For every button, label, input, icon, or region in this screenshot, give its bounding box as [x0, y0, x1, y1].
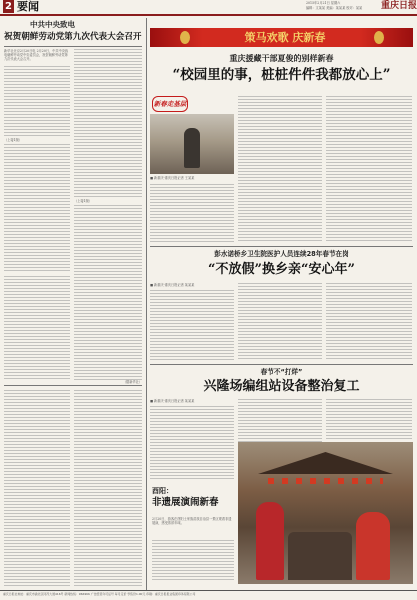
left-lower-col-1 [4, 390, 70, 588]
story1-photo [150, 114, 234, 174]
festive-banner [150, 28, 413, 47]
column-divider [146, 18, 147, 590]
story3-byline: ■ 新重庆-重庆日报记者 某某某 [150, 399, 195, 403]
photo-performer-left [256, 502, 284, 580]
editor-line: 编辑：文某某 美编：某某某 校对：某某 [306, 6, 363, 10]
left-body-col-1a [4, 66, 70, 136]
story1-col-2 [238, 96, 322, 242]
story3-headline: 兴隆场编组站设备整治复工 [203, 379, 360, 394]
footer-rule [0, 590, 417, 591]
story1-byline: ■ 新重庆-重庆日报记者 王某某 [150, 176, 195, 180]
photo-lanterns [268, 478, 383, 484]
photo-caption-lines [152, 540, 234, 582]
banner-title: 策马欢歌 庆新春 [244, 31, 326, 44]
story2-col-2 [238, 283, 322, 360]
masthead-rule [0, 14, 417, 16]
photo-story-headline: 非遗展演闹新春 [152, 497, 219, 508]
story1-col-1 [150, 184, 234, 242]
story1-rule [150, 246, 413, 247]
story2-headline: “不放假”换乡亲“安心年” [208, 262, 355, 277]
footer-text: 重庆日报社地址：重庆市渝北区同茂大道416号 新闻热线：966966 广告经营许可证号 每月定价 零售价1.00元 印刷：重庆日报报业集团印务有限公司 [3, 592, 196, 596]
story1-col-3 [326, 96, 412, 242]
left-bottom-rule [4, 385, 142, 386]
banner-lantern-left [180, 31, 190, 44]
photo-caption: 2月20日，游客在酉阳土家族苗族自治县一景区观看非遗展演，感受浓浓年味。 [152, 517, 232, 526]
photo-figure [184, 128, 200, 168]
left-subhead-2: （上接1版） [74, 199, 92, 203]
festival-photo [238, 442, 413, 584]
left-head-rule [4, 46, 142, 47]
left-lead: 新华社北京2月20日电 2月20日，中共中央致电朝鲜劳动党中央委员会，祝贺朝鲜劳动党第九次代表大会召开。 [4, 49, 69, 62]
left-subhead-1: （上接1版） [4, 138, 22, 142]
left-body-col-2a [74, 49, 142, 197]
photo-building-roof [258, 452, 393, 474]
left-body-col-1c [4, 276, 70, 380]
photo-crowd [288, 532, 352, 580]
story2-col-3 [326, 283, 412, 360]
story2-rule [150, 364, 413, 365]
left-body-col-1b [4, 144, 70, 272]
left-body-col-2b [74, 205, 142, 380]
left-signoff: （据新华社） [122, 380, 142, 384]
date-line: 2015年2月21日 星期六 [306, 1, 341, 5]
left-headline: 祝贺朝鲜劳动党第九次代表大会召开 [4, 32, 142, 42]
story2-byline: ■ 新重庆-重庆日报记者 某某某 [150, 283, 195, 287]
story1-headline: “校园里的事，桩桩件件我都放心上” [172, 67, 391, 83]
paper-logo: 重庆日报 [381, 1, 417, 11]
story1-stamp: 新春走基层 [152, 96, 188, 112]
story3-col-3 [326, 399, 412, 439]
section-name: 要闻 [17, 0, 39, 13]
story3-col-1 [150, 406, 234, 480]
page-number: 2 [3, 0, 14, 13]
photo-performer-right [356, 512, 390, 580]
story2-col-1 [150, 290, 234, 360]
story2-kicker: 彭水诺桥乡卫生院医护人员连续28年春节在岗 [214, 250, 349, 258]
left-lower-col-2 [74, 390, 142, 588]
story3-kicker: 春节不“打烊” [260, 368, 303, 376]
masthead [0, 0, 417, 14]
banner-lantern-right [374, 31, 384, 44]
photo-story-place: 酉阳： [152, 487, 173, 495]
story1-subtitle: 重庆援藏干部夏俊的别样新春 [229, 54, 334, 63]
left-kicker: 中共中央致电 [30, 20, 75, 29]
